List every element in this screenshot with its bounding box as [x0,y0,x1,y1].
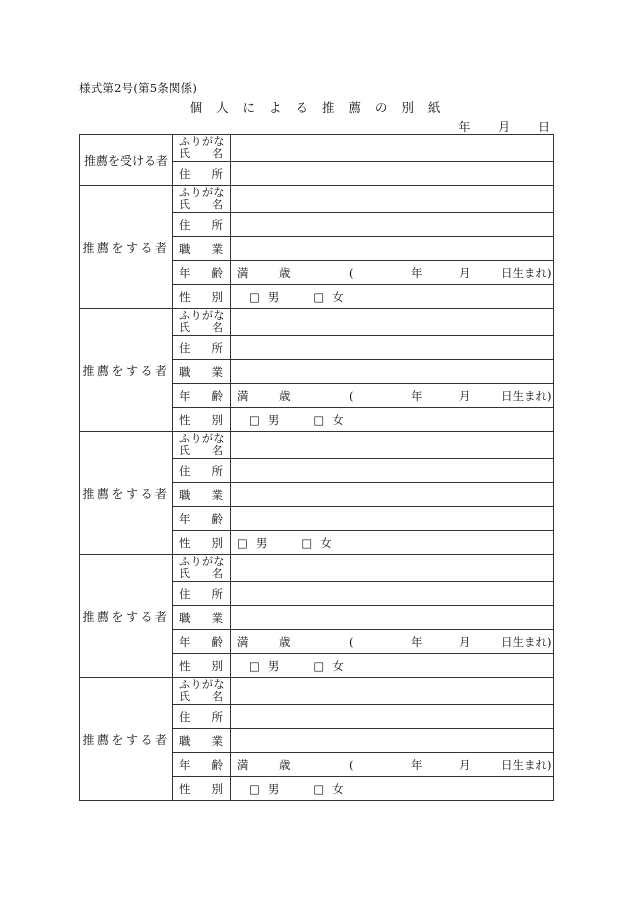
age-field[interactable] [231,753,554,777]
age-field[interactable] [231,507,554,531]
age-label [173,261,231,285]
occupation-label-2: 業 [211,733,223,748]
name-label-2: 名 [212,198,223,211]
occupation-label-2: 業 [211,364,223,379]
age-field[interactable] [231,384,554,408]
occupation-label [173,729,231,753]
birth-day-label: 日生まれ) [501,757,552,772]
address-label [173,705,231,729]
occupation-label-1: 職 [179,487,191,502]
birth-month-label: 月 [459,388,471,403]
recommender-name-row [80,186,554,213]
male-checkbox[interactable]: □ [249,658,260,673]
occupation-label-1: 職 [179,364,191,379]
name-label [173,432,231,459]
recommender-name-row [80,678,554,705]
recommender-name-row [80,555,554,582]
occupation-label [173,606,231,630]
name-label-1: 氏 [179,321,190,334]
sex-field [231,777,554,801]
address-field[interactable] [231,336,554,360]
sex-label [173,285,231,309]
name-field[interactable] [231,432,554,459]
address-label-2: 所 [211,463,223,478]
occupation-field[interactable] [231,483,554,507]
recommender-name-row [80,309,554,336]
female-label: 女 [332,781,344,796]
furigana-label: ふりがな [179,678,225,691]
birth-year-label: 年 [411,265,423,280]
form-number: 様式第2号(第5条関係) [79,81,198,95]
sex-label [173,408,231,432]
furigana-label: ふりがな [179,186,225,199]
age-open-paren: ( [349,634,354,649]
name-field[interactable] [231,186,554,213]
address-label-1: 住 [179,463,191,478]
sex-label-2: 別 [211,412,223,427]
age-label-2: 齢 [211,388,223,403]
age-label-1: 年 [179,757,191,772]
sex-label-2: 別 [211,781,223,796]
male-label: 男 [267,658,280,673]
female-label: 女 [332,412,344,427]
recommender-section-label: 推薦をする者 [80,309,173,432]
birth-month-label: 月 [459,265,471,280]
sex-field [231,408,554,432]
address-field[interactable] [231,582,554,606]
recommender-section-label: 推薦をする者 [80,186,173,309]
occupation-label [173,360,231,384]
furigana-label: ふりがな [179,135,225,148]
female-checkbox[interactable]: □ [313,412,325,427]
sex-label-1: 性 [179,658,191,673]
address-field[interactable] [231,459,554,483]
occupation-field[interactable] [231,237,554,261]
name-label-1: 氏 [179,147,190,160]
birth-year-label: 年 [411,388,423,403]
address-label-2: 所 [211,340,223,355]
sex-label-2: 別 [211,289,223,304]
age-full-label: 満 [237,388,249,403]
age-label [173,384,231,408]
occupation-label-1: 職 [179,733,191,748]
name-label [173,186,231,213]
name-label-2: 名 [212,690,223,703]
address-label [173,336,231,360]
sex-label-1: 性 [179,781,191,796]
address-label [173,213,231,237]
name-label [173,135,231,162]
age-years-label: 歳 [279,388,291,403]
furigana-label: ふりがな [179,432,225,445]
age-label-2: 齢 [211,634,223,649]
name-label-1: 氏 [179,198,190,211]
name-label [173,309,231,336]
sex-label-2: 別 [211,535,223,550]
male-checkbox[interactable]: □ [249,412,260,427]
occupation-label-1: 職 [179,610,191,625]
name-label [173,678,231,705]
name-label-1: 氏 [179,690,190,703]
address-label [173,162,231,186]
occupation-label-2: 業 [211,241,223,256]
age-label [173,630,231,654]
address-label-1: 住 [179,709,191,724]
age-label-1: 年 [179,388,191,403]
recommender-section-label: 推薦をする者 [80,432,173,555]
age-years-label: 歳 [279,634,291,649]
name-label-2: 名 [212,444,223,457]
furigana-label: ふりがな [179,555,225,568]
name-label-1: 氏 [179,444,190,457]
male-label: 男 [255,535,268,550]
address-label-2: 所 [211,166,223,181]
sex-field [231,654,554,678]
age-label [173,753,231,777]
birth-month-label: 月 [459,634,471,649]
sex-field [231,531,554,555]
occupation-field[interactable] [231,729,554,753]
form-title: 個 人 に よ る 推 薦 の 別 紙 [189,100,441,115]
recipient-name-row [80,135,554,162]
age-full-label: 満 [237,265,249,280]
address-field[interactable] [231,705,554,729]
female-checkbox[interactable]: □ [301,535,313,550]
age-open-paren: ( [349,388,354,403]
birth-day-label: 日生まれ) [501,634,552,649]
age-label-2: 齢 [211,265,223,280]
occupation-label-1: 職 [179,241,191,256]
sex-label-2: 別 [211,658,223,673]
address-label-2: 所 [211,217,223,232]
age-label-1: 年 [179,634,191,649]
birth-year-label: 年 [411,757,423,772]
age-field[interactable] [231,261,554,285]
date-line: 年 月 日 [458,120,550,134]
male-label: 男 [267,781,280,796]
name-field[interactable] [231,135,554,162]
female-label: 女 [332,658,344,673]
name-label-2: 名 [212,567,223,580]
age-open-paren: ( [349,757,354,772]
age-field[interactable] [231,630,554,654]
address-label [173,459,231,483]
occupation-field[interactable] [231,606,554,630]
female-checkbox[interactable]: □ [313,658,325,673]
age-years-label: 歳 [279,757,291,772]
name-field[interactable] [231,555,554,582]
male-checkbox[interactable]: □ [237,535,248,550]
sex-field [231,285,554,309]
female-label: 女 [332,289,344,304]
occupation-label-2: 業 [211,487,223,502]
age-label-2: 齢 [211,511,223,526]
female-label: 女 [320,535,332,550]
age-full-label: 満 [237,757,249,772]
recommendation-table [79,134,554,801]
age-label [173,507,231,531]
name-field[interactable] [231,678,554,705]
age-label-1: 年 [179,265,191,280]
male-label: 男 [267,412,280,427]
age-years-label: 歳 [279,265,291,280]
age-label-2: 齢 [211,757,223,772]
sex-label-1: 性 [179,289,191,304]
name-label [173,555,231,582]
sex-label [173,654,231,678]
birth-day-label: 日生まれ) [501,265,552,280]
name-label-2: 名 [212,147,223,160]
birth-year-label: 年 [411,634,423,649]
name-label-1: 氏 [179,567,190,580]
address-label-1: 住 [179,166,191,181]
address-label-1: 住 [179,217,191,232]
birth-month-label: 月 [459,757,471,772]
name-label-2: 名 [212,321,223,334]
address-field[interactable] [231,213,554,237]
recipient-section-label: 推薦を受ける者 [80,135,173,186]
sex-label-1: 性 [179,412,191,427]
address-label-1: 住 [179,586,191,601]
furigana-label: ふりがな [179,309,225,322]
address-label [173,582,231,606]
address-label-2: 所 [211,586,223,601]
male-checkbox[interactable]: □ [249,289,260,304]
sex-label [173,531,231,555]
male-checkbox[interactable]: □ [249,781,260,796]
name-field[interactable] [231,309,554,336]
recommender-section-label: 推薦をする者 [80,555,173,678]
occupation-field[interactable] [231,360,554,384]
address-label-1: 住 [179,340,191,355]
age-label-1: 年 [179,511,191,526]
occupation-label [173,483,231,507]
male-label: 男 [267,289,280,304]
age-open-paren: ( [349,265,354,280]
age-full-label: 満 [237,634,249,649]
occupation-label [173,237,231,261]
recommender-name-row [80,432,554,459]
female-checkbox[interactable]: □ [313,781,325,796]
recommender-section-label: 推薦をする者 [80,678,173,801]
female-checkbox[interactable]: □ [313,289,325,304]
address-field[interactable] [231,162,554,186]
birth-day-label: 日生まれ) [501,388,552,403]
sex-label [173,777,231,801]
address-label-2: 所 [211,709,223,724]
sex-label-1: 性 [179,535,191,550]
occupation-label-2: 業 [211,610,223,625]
